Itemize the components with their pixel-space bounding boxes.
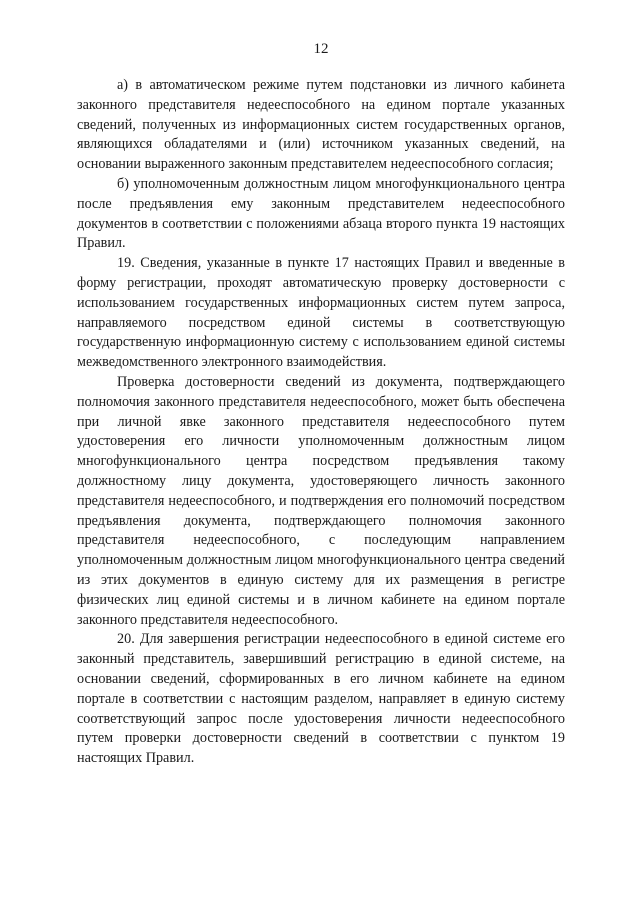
paragraph-19: 19. Сведения, указанные в пункте 17 настоящих Правил и введенные в форму регистрации, проходят автоматическую проверку достоверности с использованием государственных информационных систем путем запроса, направляемого посредством единой системы в соответствующую государственную информационную систему с использованием единой системы межведомственного электронного взаимодействия. (77, 255, 565, 371)
paragraph-b: б) уполномоченным должностным лицом многофункционального центра после предъявления ему законным представителем недееспособного документов в соответствии с положениями абзаца второго пункта 19 настоящих Правил. (77, 175, 565, 252)
paragraph-verification: Проверка достоверности сведений из документа, подтверждающего полномочия законного представителя недееспособного, может быть обеспечена при личной явке законного представителя недееспособного путем удостоверения его личности уполномоченным должностным лицом многофункционального центра посредством предъявления такому должностному лицу документа, удостоверяющего личность законного представителя недееспособного, и подтверждения его полномочий посредством предъявления документа, подтверждающего полномочия законного представителя недееспособного, с последующим направлением уполномоченным должностным лицом многофункционального центра сведений из этих документов в единую систему для их размещения в регистре физических лиц единой системы и в личном кабинете на едином портале законного представителя недееспособного. (77, 373, 565, 628)
page-number: 12 (313, 41, 329, 57)
paragraph-20: 20. Для завершения регистрации недееспособного в единой системе его законный представитель, завершивший регистрацию в единой системе, на основании сведений, сформированных в его личном кабинете на едином портале в соответствии с настоящим разделом, направляет в единую систему соответствующий запрос после удостоверения личности недееспособного путем проверки достоверности сведений в соответствии с пунктом 19 настоящих Правил. (77, 631, 565, 767)
paragraph-a: а) в автоматическом режиме путем подстановки из личного кабинета законного представителя недееспособного на едином портале указанных сведений, полученных из информационных систем государственных органов, являющихся обладателями и (или) источником указанных сведений, на основании выраженного законным представителем недееспособного согласия; (77, 77, 565, 173)
